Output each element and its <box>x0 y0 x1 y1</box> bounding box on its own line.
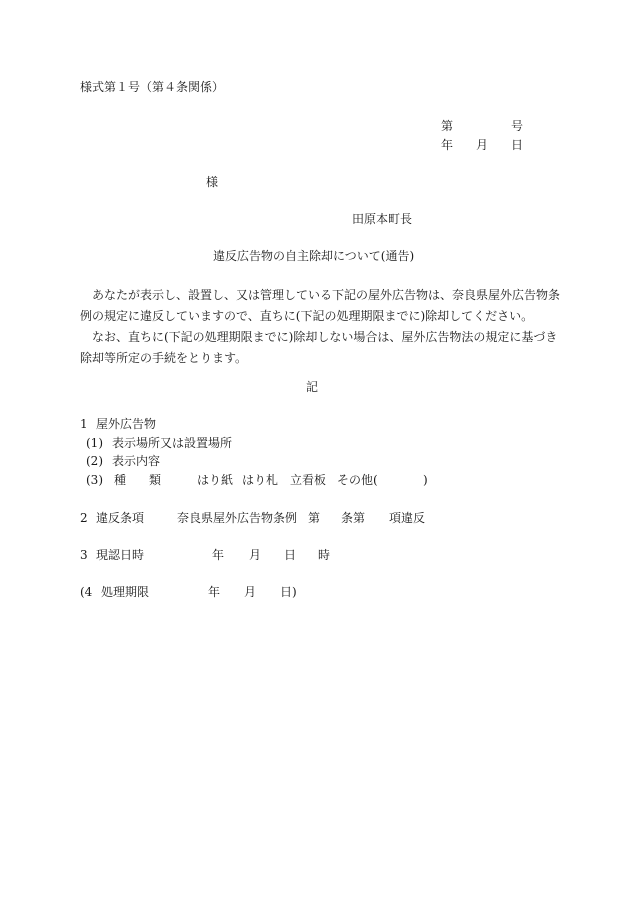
item1-number: 1 <box>80 417 88 431</box>
item4-label: 処理期限 <box>101 585 150 599</box>
notice-title: 違反広告物の自主除却について(通告) <box>213 249 415 263</box>
item1-sub1-number: (1) <box>86 436 103 450</box>
item2-dai: 第 <box>308 511 321 525</box>
item3-number: 3 <box>80 548 88 562</box>
item4-number: (4 <box>80 585 93 599</box>
ki-heading: 記 <box>306 380 319 394</box>
item1-sub3-label-b: 類 <box>149 473 162 487</box>
item2-label: 違反条項 <box>96 511 145 525</box>
option-harigami: はり紙 <box>197 473 234 487</box>
item3-year: 年 <box>212 548 225 562</box>
item1-sub3-label-a: 種 <box>114 473 127 487</box>
item1-sub3-number: (3) <box>86 473 103 487</box>
number-dai: 第 <box>441 119 454 133</box>
item1-sub1-label: 表示場所又は設置場所 <box>112 436 233 450</box>
item2-jo: 条第 <box>341 511 366 525</box>
date-month: 月 <box>476 138 489 152</box>
item4-month: 月 <box>244 585 257 599</box>
item1-sub2-label: 表示内容 <box>112 454 161 468</box>
option-tatekanban: 立看板 <box>290 473 327 487</box>
item2-ko: 項違反 <box>389 511 426 525</box>
body-paragraph-2: なお、直ちに(下記の処理期限までに)除却しない場合は、屋外広告物法の規定に基づき除却等所定の手続をとります。 <box>80 330 558 365</box>
item2-number: 2 <box>80 511 88 525</box>
item3-hour: 時 <box>318 548 331 562</box>
item2-ordinance: 奈良県屋外広告物条例 <box>177 511 298 525</box>
item1-sub2-number: (2) <box>86 454 103 468</box>
form-label: 様式第１号（第４条関係） <box>80 80 225 94</box>
item3-day: 日 <box>284 548 297 562</box>
item3-month: 月 <box>249 548 262 562</box>
item4-year: 年 <box>208 585 221 599</box>
body-paragraph-1: あなたが表示し、設置し、又は管理している下記の屋外広告物は、奈良県屋外広告物条例の規定に違反していますので、直ちに(下記の処理期限までに)除却してください。 <box>80 288 561 323</box>
item1-label: 屋外広告物 <box>96 417 157 431</box>
date-day: 日 <box>511 138 524 152</box>
option-other: その他( <box>337 473 378 487</box>
addressee-suffix: 様 <box>206 175 219 189</box>
sender: 田原本町長 <box>352 212 413 226</box>
item3-label: 現認日時 <box>96 548 145 562</box>
number-go: 号 <box>511 119 524 133</box>
option-other-close: ) <box>423 473 428 487</box>
date-year: 年 <box>441 138 454 152</box>
option-harifuda: はり札 <box>242 473 279 487</box>
item4-day: 日) <box>280 585 297 599</box>
